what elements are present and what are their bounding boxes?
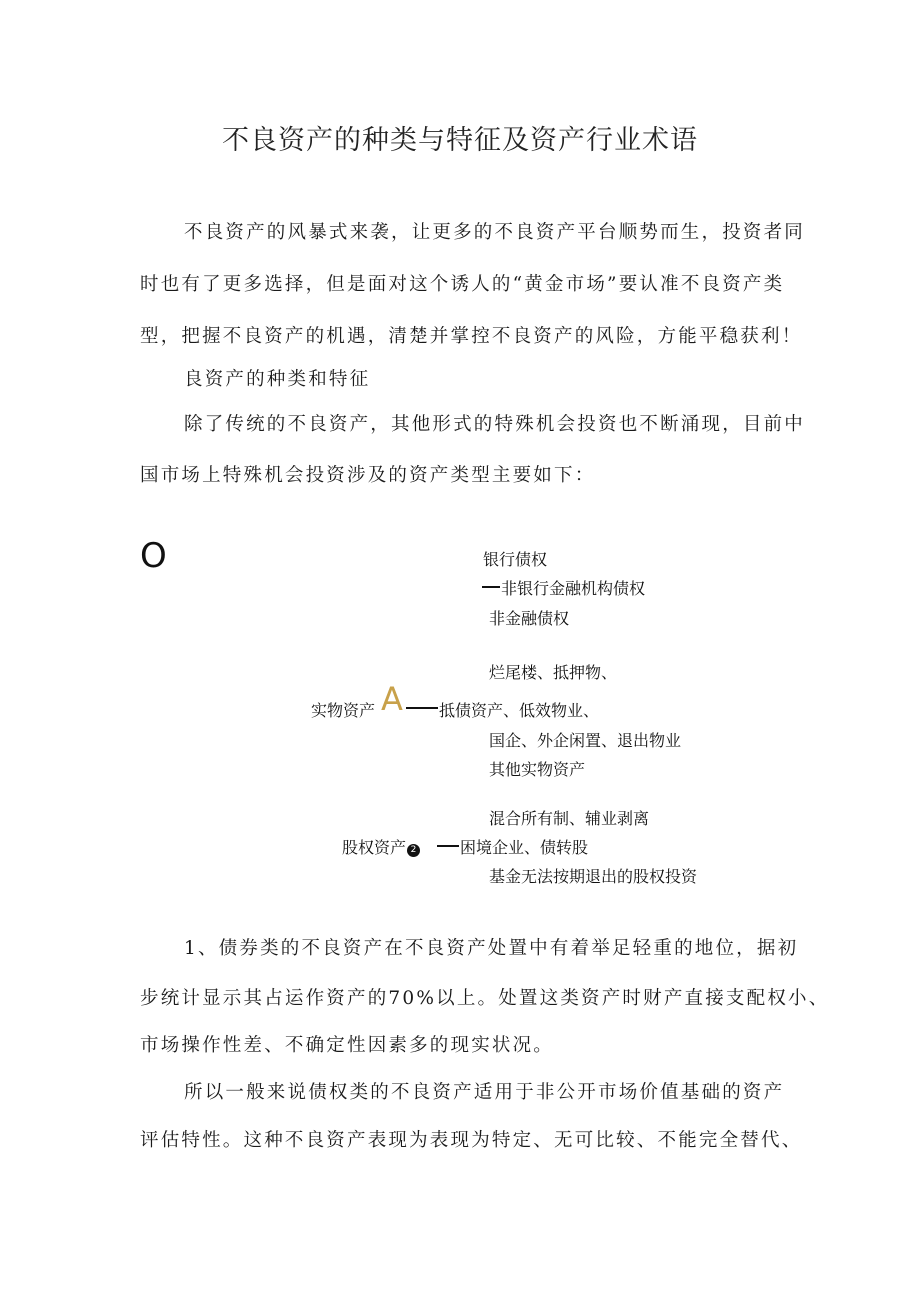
para3-line-1: 1、债券类的不良资产在不良资产处置中有着举足轻重的地位，据初 bbox=[184, 938, 799, 959]
intro-line-3: 型，把握不良资产的机遇，清楚并掌控不良资产的风险，方能平稳获利！ bbox=[140, 326, 803, 347]
diagram-o-marker: O bbox=[140, 536, 167, 576]
para2-line-2: 国市场上特殊机会投资涉及的资产类型主要如下： bbox=[140, 465, 596, 486]
equity-marker-icon: 2 bbox=[407, 844, 420, 857]
equity-branch-dash bbox=[437, 845, 459, 847]
debt-item-nonfinancial: 非金融债权 bbox=[489, 609, 570, 628]
intro-line-2: 时也有了更多选择，但是面对这个诱人的“黄金市场”要认准不良资产类 bbox=[140, 274, 785, 295]
intro-line-1: 不良资产的风暴式来袭，让更多的不良资产平台顺势而生，投资者同 bbox=[184, 222, 806, 243]
section-heading: 良资产的种类和特征 bbox=[184, 369, 371, 390]
equity-item-2: 困境企业、债转股 bbox=[460, 838, 589, 857]
debt-branch-dash bbox=[482, 586, 500, 588]
physical-item-2: 抵债资产、低效物业、 bbox=[439, 701, 600, 720]
physical-branch-dash bbox=[406, 707, 438, 709]
para4-line-2: 评估特性。这种不良资产表现为表现为特定、无可比较、不能完全替代、 bbox=[140, 1130, 803, 1151]
equity-item-1: 混合所有制、辅业剥离 bbox=[489, 809, 650, 828]
physical-marker: A bbox=[381, 680, 403, 718]
equity-label: 股权资产 bbox=[342, 838, 407, 857]
debt-item-bank: 银行债权 bbox=[483, 550, 548, 569]
physical-label: 实物资产 bbox=[311, 701, 376, 720]
equity-row bbox=[342, 835, 421, 858]
physical-item-4: 其他实物资产 bbox=[489, 760, 586, 779]
debt-item-nonbank: 非银行金融机构债权 bbox=[501, 579, 646, 598]
physical-item-3: 国企、外企闲置、退出物业 bbox=[489, 731, 682, 750]
physical-item-1: 烂尾楼、抵押物、 bbox=[489, 663, 618, 682]
para3-line-3: 市场操作性差、不确定性因素多的现实状况。 bbox=[140, 1035, 555, 1056]
para2-line-1: 除了传统的不良资产，其他形式的特殊机会投资也不断涌现，目前中 bbox=[184, 414, 806, 435]
equity-item-3: 基金无法按期退出的股权投资 bbox=[489, 867, 698, 886]
para4-line-1: 所以一般来说债权类的不良资产适用于非公开市场价值基础的资产 bbox=[184, 1082, 785, 1103]
para3-line-2: 步统计显示其占运作资产的70%以上。处置这类资产时财产直接支配权小、 bbox=[140, 988, 830, 1009]
document-title: 不良资产的种类与特征及资产行业术语 bbox=[222, 125, 698, 156]
